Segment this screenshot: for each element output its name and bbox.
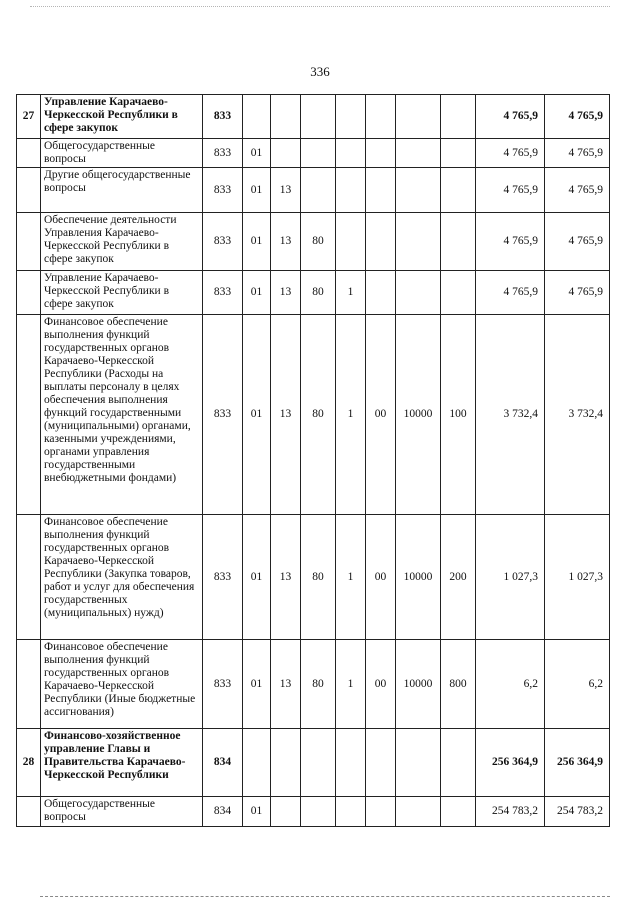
section-code xyxy=(243,95,271,139)
amount-year-2: 4 765,9 xyxy=(545,95,610,139)
direction-code: 00 xyxy=(366,515,396,640)
subsection-code xyxy=(271,95,301,139)
direction-code: 00 xyxy=(366,640,396,729)
expense-code xyxy=(396,729,441,797)
expense-type-code: 200 xyxy=(441,515,476,640)
expense-code: 10000 xyxy=(396,640,441,729)
row-name: Финансовое обеспечение выполнения функций государственных органов Карачаево-Черкесской Республики (Расходы на выплаты персоналу в целях обеспечения выполнения функций государственными (муниципальными) органами, казенными учреждениями, органами управления государственными внебюджетными фондами) xyxy=(41,315,203,515)
expense-type-code xyxy=(441,213,476,271)
amount-year-1: 1 027,3 xyxy=(476,515,545,640)
row-number xyxy=(17,213,41,271)
program-code: 80 xyxy=(301,515,336,640)
subsection-code: 13 xyxy=(271,315,301,515)
section-code: 01 xyxy=(243,168,271,213)
program-code xyxy=(301,168,336,213)
ministry-code: 833 xyxy=(203,515,243,640)
row-name: Управление Карачаево-Черкесской Республики в сфере закупок xyxy=(41,95,203,139)
subsection-code xyxy=(271,139,301,168)
expense-code xyxy=(396,213,441,271)
section-code: 01 xyxy=(243,315,271,515)
direction-code xyxy=(366,729,396,797)
table-row xyxy=(17,271,610,315)
row-name: Финансовое обеспечение выполнения функций государственных органов Карачаево-Черкесской Республики (Иные бюджетные ассигнования) xyxy=(41,640,203,729)
expense-type-code xyxy=(441,168,476,213)
table-row xyxy=(17,797,610,827)
page-number: 336 xyxy=(310,64,330,79)
row-number xyxy=(17,315,41,515)
program-code xyxy=(301,95,336,139)
section-code: 01 xyxy=(243,640,271,729)
row-number xyxy=(17,168,41,213)
table-row xyxy=(17,168,610,213)
expense-type-code: 100 xyxy=(441,315,476,515)
amount-year-2: 4 765,9 xyxy=(545,213,610,271)
expense-type-code xyxy=(441,797,476,827)
row-number xyxy=(17,271,41,315)
row-name: Финансовое обеспечение выполнения функций государственных органов Карачаево-Черкесской Республики (Закупка товаров, работ и услуг для обеспечения государственных (муниципальных) нужд) xyxy=(41,515,203,640)
table-row xyxy=(17,139,610,168)
program-code xyxy=(301,729,336,797)
amount-year-2: 1 027,3 xyxy=(545,515,610,640)
subprogram-code: 1 xyxy=(336,640,366,729)
direction-code xyxy=(366,797,396,827)
program-code: 80 xyxy=(301,271,336,315)
amount-year-2: 256 364,9 xyxy=(545,729,610,797)
row-name: Общегосударственные вопросы xyxy=(41,797,203,827)
expense-type-code: 800 xyxy=(441,640,476,729)
table-row xyxy=(17,640,610,729)
direction-code xyxy=(366,139,396,168)
section-code: 01 xyxy=(243,213,271,271)
ministry-code: 833 xyxy=(203,139,243,168)
table-row xyxy=(17,95,610,139)
program-code: 80 xyxy=(301,315,336,515)
program-code: 80 xyxy=(301,640,336,729)
amount-year-1: 4 765,9 xyxy=(476,139,545,168)
amount-year-2: 4 765,9 xyxy=(545,168,610,213)
subsection-code: 13 xyxy=(271,640,301,729)
ministry-code: 833 xyxy=(203,213,243,271)
subprogram-code xyxy=(336,168,366,213)
subsection-code xyxy=(271,797,301,827)
subprogram-code xyxy=(336,213,366,271)
subprogram-code: 1 xyxy=(336,515,366,640)
direction-code xyxy=(366,95,396,139)
amount-year-1: 4 765,9 xyxy=(476,168,545,213)
scan-artifact-bottom xyxy=(40,896,610,897)
row-number: 27 xyxy=(17,95,41,139)
ministry-code: 834 xyxy=(203,797,243,827)
table-row xyxy=(17,315,610,515)
budget-table xyxy=(16,94,610,827)
section-code: 01 xyxy=(243,515,271,640)
row-name: Обеспечение деятельности Управления Карачаево-Черкесской Республики в сфере закупок xyxy=(41,213,203,271)
table-row xyxy=(17,515,610,640)
ministry-code: 833 xyxy=(203,168,243,213)
section-code: 01 xyxy=(243,271,271,315)
subsection-code: 13 xyxy=(271,515,301,640)
ministry-code: 833 xyxy=(203,315,243,515)
section-code: 01 xyxy=(243,139,271,168)
section-code xyxy=(243,729,271,797)
direction-code xyxy=(366,213,396,271)
subprogram-code xyxy=(336,797,366,827)
expense-code xyxy=(396,168,441,213)
subprogram-code: 1 xyxy=(336,315,366,515)
program-code: 80 xyxy=(301,213,336,271)
row-name: Другие общегосударственные вопросы xyxy=(41,168,203,213)
amount-year-1: 256 364,9 xyxy=(476,729,545,797)
row-name: Управление Карачаево-Черкесской Республики в сфере закупок xyxy=(41,271,203,315)
table-row xyxy=(17,729,610,797)
amount-year-2: 3 732,4 xyxy=(545,315,610,515)
amount-year-1: 4 765,9 xyxy=(476,213,545,271)
subprogram-code: 1 xyxy=(336,271,366,315)
section-code: 01 xyxy=(243,797,271,827)
subsection-code: 13 xyxy=(271,213,301,271)
expense-type-code xyxy=(441,139,476,168)
row-number xyxy=(17,139,41,168)
row-number xyxy=(17,797,41,827)
scan-artifact-top xyxy=(30,6,610,8)
amount-year-1: 4 765,9 xyxy=(476,271,545,315)
row-name: Финансово-хозяйственное управление Главы и Правительства Карачаево-Черкесской Республики xyxy=(41,729,203,797)
expense-code xyxy=(396,139,441,168)
direction-code: 00 xyxy=(366,315,396,515)
subprogram-code xyxy=(336,139,366,168)
row-number xyxy=(17,515,41,640)
row-number: 28 xyxy=(17,729,41,797)
ministry-code: 833 xyxy=(203,640,243,729)
amount-year-1: 6,2 xyxy=(476,640,545,729)
expense-code: 10000 xyxy=(396,315,441,515)
expense-code xyxy=(396,797,441,827)
program-code xyxy=(301,139,336,168)
amount-year-2: 4 765,9 xyxy=(545,139,610,168)
subsection-code: 13 xyxy=(271,271,301,315)
row-number xyxy=(17,640,41,729)
amount-year-1: 3 732,4 xyxy=(476,315,545,515)
ministry-code: 833 xyxy=(203,271,243,315)
subprogram-code xyxy=(336,95,366,139)
amount-year-1: 4 765,9 xyxy=(476,95,545,139)
amount-year-2: 6,2 xyxy=(545,640,610,729)
expense-type-code xyxy=(441,95,476,139)
program-code xyxy=(301,797,336,827)
amount-year-2: 4 765,9 xyxy=(545,271,610,315)
expense-code: 10000 xyxy=(396,515,441,640)
expense-code xyxy=(396,95,441,139)
ministry-code: 834 xyxy=(203,729,243,797)
expense-type-code xyxy=(441,729,476,797)
row-name: Общегосударственные вопросы xyxy=(41,139,203,168)
direction-code xyxy=(366,271,396,315)
ministry-code: 833 xyxy=(203,95,243,139)
subsection-code: 13 xyxy=(271,168,301,213)
amount-year-1: 254 783,2 xyxy=(476,797,545,827)
subsection-code xyxy=(271,729,301,797)
amount-year-2: 254 783,2 xyxy=(545,797,610,827)
expense-type-code xyxy=(441,271,476,315)
expense-code xyxy=(396,271,441,315)
direction-code xyxy=(366,168,396,213)
table-row xyxy=(17,213,610,271)
subprogram-code xyxy=(336,729,366,797)
